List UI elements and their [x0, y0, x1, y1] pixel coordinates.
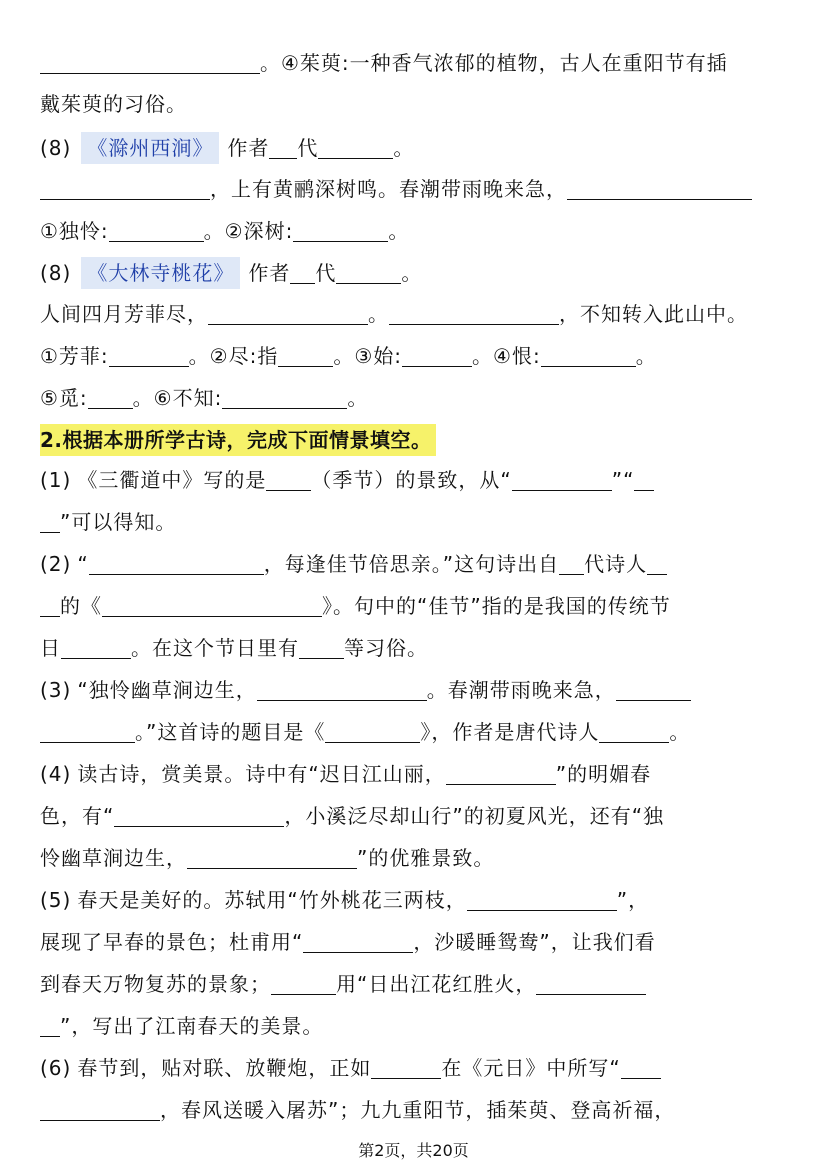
text: ，春风送暖入屠苏”；九九重阳节，插茱萸、登高祈福， — [160, 1098, 676, 1122]
answer-blank[interactable] — [389, 302, 559, 325]
text: 代 — [315, 261, 337, 285]
poem-title: 《大林寺桃花》 — [81, 257, 240, 289]
text: ”可以得知。 — [60, 510, 177, 534]
question-5-line-1 — [40, 885, 790, 915]
answer-blank[interactable] — [271, 972, 336, 995]
text: ，每逢佳节倍思亲。”这句诗出自 — [263, 552, 560, 576]
text: 色，有“ — [40, 804, 115, 828]
text: 人间四月芳菲尽， — [40, 302, 208, 326]
answer-blank[interactable] — [88, 386, 133, 409]
text: 。 — [368, 302, 389, 326]
poem-title: 《滁州西涧》 — [81, 132, 219, 164]
line-8 — [40, 341, 790, 371]
answer-blank[interactable] — [512, 468, 612, 491]
question-number: (5) — [40, 888, 72, 912]
answer-blank[interactable] — [40, 1014, 60, 1037]
question-8-chuzhou — [40, 132, 790, 162]
line-9 — [40, 383, 790, 413]
question-number: (8) — [40, 261, 72, 285]
text: 春天是美好的。苏轼用“竹外桃花三两枝， — [77, 888, 467, 912]
text: 作者 — [227, 136, 270, 160]
text: “ — [77, 552, 89, 576]
section-2-heading: 2.根据本册所学古诗，完成下面情景填空。 — [40, 424, 436, 456]
answer-blank[interactable] — [208, 302, 368, 325]
answer-blank[interactable] — [634, 468, 654, 491]
answer-blank[interactable] — [325, 720, 420, 743]
text: 用“日出江花红胜火， — [336, 972, 537, 996]
text: ，不知转入此山中。 — [559, 302, 748, 326]
line-7 — [40, 299, 790, 329]
text: 到春天万物复苏的景象； — [40, 972, 271, 996]
answer-blank[interactable] — [599, 720, 669, 743]
answer-blank[interactable] — [371, 1056, 441, 1079]
answer-blank[interactable] — [269, 136, 297, 159]
line-1 — [40, 48, 790, 78]
text: ，上有黄鹂深树鸣。春潮带雨晚来急， — [210, 177, 567, 201]
text: 作者 — [248, 261, 291, 285]
answer-blank[interactable] — [40, 510, 60, 533]
text: 代诗人 — [584, 552, 648, 576]
text: 。②尽:指 — [188, 344, 279, 368]
question-2-line-1 — [40, 549, 790, 579]
answer-blank[interactable] — [290, 261, 315, 284]
text: ”， — [616, 888, 650, 912]
answer-blank[interactable] — [402, 344, 472, 367]
text: 日 — [40, 636, 61, 660]
text: 。②深树: — [203, 219, 294, 243]
text: ①芳菲: — [40, 344, 109, 368]
answer-blank[interactable] — [40, 51, 260, 74]
line-5 — [40, 216, 790, 246]
answer-blank[interactable] — [187, 846, 357, 869]
text: ①独怜: — [40, 219, 109, 243]
answer-blank[interactable] — [318, 136, 393, 159]
text: 。春潮带雨晚来急， — [426, 678, 616, 702]
question-6-line-2 — [40, 1095, 790, 1125]
question-2-line-2 — [40, 591, 790, 621]
text: ，沙暖睡鸳鸯”，让我们看 — [413, 930, 656, 954]
answer-blank[interactable] — [536, 972, 646, 995]
text: 》。句中的“佳节”指的是我国的传统节 — [322, 594, 671, 618]
question-1-line-1 — [40, 465, 790, 495]
question-4-line-1 — [40, 759, 790, 789]
answer-blank[interactable] — [621, 1056, 661, 1079]
answer-blank[interactable] — [40, 177, 210, 200]
text: 《三衢道中》写的是 — [77, 468, 267, 492]
text: 怜幽草涧边生， — [40, 846, 187, 870]
answer-blank[interactable] — [109, 219, 204, 242]
text: 》，作者是唐代诗人 — [420, 720, 600, 744]
answer-blank[interactable] — [109, 344, 189, 367]
answer-blank[interactable] — [567, 177, 752, 200]
answer-blank[interactable] — [303, 930, 413, 953]
question-number: (2) — [40, 552, 72, 576]
question-5-line-3 — [40, 969, 790, 999]
answer-blank[interactable] — [616, 678, 691, 701]
line-2 — [40, 89, 790, 119]
text: ”的优雅景致。 — [357, 846, 495, 870]
text: 。⑥不知: — [132, 386, 223, 410]
question-6-line-1 — [40, 1053, 790, 1083]
text: 。 — [393, 136, 415, 160]
text: 春节到，贴对联、放鞭炮，正如 — [77, 1056, 372, 1080]
text: 在《元日》中所写“ — [441, 1056, 621, 1080]
text: ”“ — [611, 468, 635, 492]
text: ”的明媚春 — [555, 762, 652, 786]
question-number: (4) — [40, 762, 72, 786]
question-2-line-3 — [40, 633, 790, 663]
answer-blank[interactable] — [222, 386, 347, 409]
text: （季节）的景致，从“ — [311, 468, 512, 492]
text: 。在这个节日里有 — [131, 636, 299, 660]
question-3-line-2 — [40, 717, 790, 747]
text: 展现了早春的景色；杜甫用“ — [40, 930, 304, 954]
answer-blank[interactable] — [647, 552, 667, 575]
question-5-line-4 — [40, 1011, 790, 1041]
text: 。”这首诗的题目是《 — [135, 720, 326, 744]
text: 。④恨: — [472, 344, 541, 368]
text: 。 — [388, 219, 410, 243]
question-5-line-2 — [40, 927, 790, 957]
text: 。 — [669, 720, 691, 744]
text: 。③始: — [333, 344, 403, 368]
answer-blank[interactable] — [293, 219, 388, 242]
answer-blank[interactable] — [446, 762, 556, 785]
text: 。④茱萸:一种香气浓郁的植物，古人在重阳节有插 — [260, 51, 728, 75]
question-number: (1) — [40, 468, 72, 492]
answer-blank[interactable] — [89, 552, 264, 575]
answer-blank[interactable] — [114, 804, 284, 827]
question-number: (3) — [40, 678, 72, 702]
text: ，小溪泛尽却山行”的初夏风光，还有“独 — [284, 804, 665, 828]
text: 的《 — [60, 594, 102, 618]
text: 戴茱萸的习俗。 — [40, 92, 187, 116]
question-number: (6) — [40, 1056, 72, 1080]
question-3-line-1 — [40, 675, 790, 705]
text: “独怜幽草涧边生， — [77, 678, 257, 702]
text: 代 — [297, 136, 319, 160]
answer-blank[interactable] — [40, 720, 135, 743]
question-4-line-2 — [40, 801, 790, 831]
question-8-dalin — [40, 257, 790, 287]
question-4-line-3 — [40, 843, 790, 873]
page-footer: 第2页，共20页 — [358, 1141, 469, 1160]
text: 。 — [401, 261, 423, 285]
text: ”，写出了江南春天的美景。 — [60, 1014, 324, 1038]
text: 。 — [347, 386, 369, 410]
answer-blank[interactable] — [559, 552, 584, 575]
answer-blank[interactable] — [40, 594, 60, 617]
question-1-line-2 — [40, 507, 790, 537]
answer-blank[interactable] — [102, 594, 322, 617]
answer-blank[interactable] — [278, 344, 333, 367]
answer-blank[interactable] — [299, 636, 344, 659]
answer-blank[interactable] — [61, 636, 131, 659]
answer-blank[interactable] — [257, 678, 427, 701]
answer-blank[interactable] — [40, 1098, 160, 1121]
text: ⑤觅: — [40, 386, 88, 410]
answer-blank[interactable] — [541, 344, 636, 367]
answer-blank[interactable] — [467, 888, 617, 911]
question-number: (8) — [40, 136, 72, 160]
text: 等习俗。 — [344, 636, 428, 660]
answer-blank[interactable] — [336, 261, 401, 284]
text: 。 — [635, 344, 657, 368]
answer-blank[interactable] — [266, 468, 311, 491]
text: 读古诗，赏美景。诗中有“迟日江山丽， — [77, 762, 446, 786]
line-4 — [40, 174, 790, 204]
